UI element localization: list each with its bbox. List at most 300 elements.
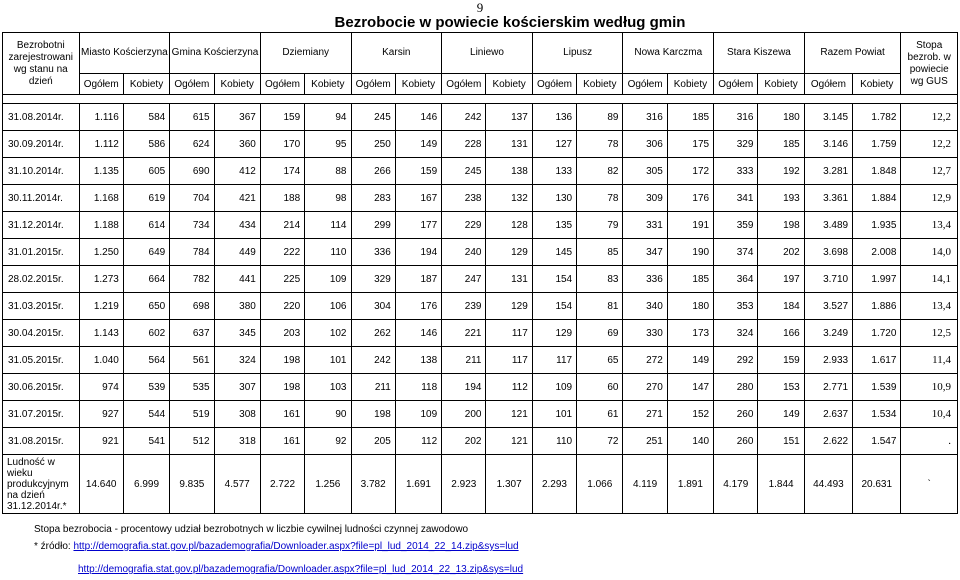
population-value: 1.691 bbox=[395, 455, 441, 514]
footnote-source-2 bbox=[78, 564, 523, 575]
cell-value: 176 bbox=[667, 185, 713, 212]
cell-value: 245 bbox=[442, 158, 486, 185]
header-date: Bezrobotni zarejestrowani wg stanu na dzień bbox=[3, 33, 80, 95]
cell-value: 586 bbox=[123, 131, 169, 158]
cell-value: 149 bbox=[667, 347, 713, 374]
table-row bbox=[3, 212, 958, 239]
cell-value: 3.146 bbox=[804, 131, 852, 158]
table-row bbox=[3, 293, 958, 320]
cell-value: 584 bbox=[123, 104, 169, 131]
source-link-2[interactable]: http://demografia.stat.gov.pl/bazademografia/Downloader.aspx?file=pl_lud_2014_22_13.zip&sys=lud bbox=[78, 564, 524, 575]
row-date: 30.04.2015r. bbox=[3, 320, 80, 347]
table-row bbox=[3, 320, 958, 347]
cell-value: 229 bbox=[442, 212, 486, 239]
cell-gus-rate: 12,2 bbox=[901, 131, 958, 158]
cell-value: 1.135 bbox=[79, 158, 123, 185]
header-group: Liniewo bbox=[442, 33, 533, 74]
source-link-1[interactable]: http://demografia.stat.gov.pl/bazademografia/Downloader.aspx?file=pl_lud_2014_22_14.zip&sys=lud bbox=[73, 541, 519, 552]
subheader-total: Ogółem bbox=[804, 74, 852, 95]
header-group: Stara Kiszewa bbox=[714, 33, 805, 74]
subheader-total: Ogółem bbox=[532, 74, 576, 95]
cell-value: 624 bbox=[170, 131, 214, 158]
cell-value: 228 bbox=[442, 131, 486, 158]
cell-value: 95 bbox=[305, 131, 351, 158]
table-row bbox=[3, 131, 958, 158]
subheader-women: Kobiety bbox=[214, 74, 260, 95]
population-value: 1.891 bbox=[667, 455, 713, 514]
unemployment-table bbox=[2, 32, 958, 514]
cell-value: 225 bbox=[260, 266, 304, 293]
cell-value: 3.145 bbox=[804, 104, 852, 131]
cell-value: 2.008 bbox=[853, 239, 901, 266]
cell-value: 2.637 bbox=[804, 401, 852, 428]
cell-value: 173 bbox=[667, 320, 713, 347]
cell-value: 136 bbox=[532, 104, 576, 131]
cell-value: 167 bbox=[395, 185, 441, 212]
cell-value: 159 bbox=[260, 104, 304, 131]
table-row bbox=[3, 347, 958, 374]
row-date: 31.03.2015r. bbox=[3, 293, 80, 320]
cell-value: 103 bbox=[305, 374, 351, 401]
cell-value: 135 bbox=[532, 212, 576, 239]
subheader-total: Ogółem bbox=[442, 74, 486, 95]
cell-value: 1.143 bbox=[79, 320, 123, 347]
cell-value: 185 bbox=[667, 104, 713, 131]
row-date: 30.11.2014r. bbox=[3, 185, 80, 212]
cell-gus-rate: 12,5 bbox=[901, 320, 958, 347]
cell-value: 353 bbox=[714, 293, 758, 320]
population-value: 2.722 bbox=[260, 455, 304, 514]
spacer-row bbox=[3, 95, 958, 104]
cell-value: 270 bbox=[623, 374, 667, 401]
cell-value: 260 bbox=[714, 401, 758, 428]
subheader-women: Kobiety bbox=[305, 74, 351, 95]
cell-value: 200 bbox=[442, 401, 486, 428]
cell-value: 1.040 bbox=[79, 347, 123, 374]
population-value: 2.293 bbox=[532, 455, 576, 514]
cell-value: 784 bbox=[170, 239, 214, 266]
table-row bbox=[3, 374, 958, 401]
subheader-women: Kobiety bbox=[577, 74, 623, 95]
cell-value: 89 bbox=[577, 104, 623, 131]
cell-value: 2.771 bbox=[804, 374, 852, 401]
subheader-women: Kobiety bbox=[486, 74, 532, 95]
table-row bbox=[3, 158, 958, 185]
cell-value: 118 bbox=[395, 374, 441, 401]
footnote-definition: Stopa bezrobocia - procentowy udział bezrobotnych w liczbie cywilnej ludności czynnej zawodowo bbox=[34, 524, 469, 535]
subheader-women: Kobiety bbox=[667, 74, 713, 95]
row-date: 31.07.2015r. bbox=[3, 401, 80, 428]
subheader-total: Ogółem bbox=[714, 74, 758, 95]
cell-value: 605 bbox=[123, 158, 169, 185]
cell-value: 1.219 bbox=[79, 293, 123, 320]
cell-value: 541 bbox=[123, 428, 169, 455]
cell-value: 664 bbox=[123, 266, 169, 293]
cell-value: 3.281 bbox=[804, 158, 852, 185]
cell-value: 132 bbox=[486, 185, 532, 212]
cell-value: 176 bbox=[395, 293, 441, 320]
cell-value: 159 bbox=[395, 158, 441, 185]
cell-value: 112 bbox=[395, 428, 441, 455]
cell-value: 65 bbox=[577, 347, 623, 374]
cell-value: 117 bbox=[486, 347, 532, 374]
cell-value: 161 bbox=[260, 428, 304, 455]
cell-value: 271 bbox=[623, 401, 667, 428]
cell-value: 316 bbox=[623, 104, 667, 131]
population-value: 1.307 bbox=[486, 455, 532, 514]
cell-value: 187 bbox=[395, 266, 441, 293]
cell-value: 336 bbox=[351, 239, 395, 266]
cell-value: 238 bbox=[442, 185, 486, 212]
cell-value: 106 bbox=[305, 293, 351, 320]
cell-value: 649 bbox=[123, 239, 169, 266]
cell-value: 307 bbox=[214, 374, 260, 401]
cell-value: 614 bbox=[123, 212, 169, 239]
cell-value: 637 bbox=[170, 320, 214, 347]
cell-value: 1.112 bbox=[79, 131, 123, 158]
cell-value: 161 bbox=[260, 401, 304, 428]
cell-value: 110 bbox=[305, 239, 351, 266]
cell-value: 85 bbox=[577, 239, 623, 266]
cell-value: 198 bbox=[351, 401, 395, 428]
cell-value: 117 bbox=[532, 347, 576, 374]
cell-value: 347 bbox=[623, 239, 667, 266]
table-row bbox=[3, 401, 958, 428]
cell-value: 121 bbox=[486, 428, 532, 455]
row-date: 31.08.2014r. bbox=[3, 104, 80, 131]
subheader-women: Kobiety bbox=[123, 74, 169, 95]
cell-value: 367 bbox=[214, 104, 260, 131]
cell-value: 129 bbox=[486, 293, 532, 320]
cell-value: 262 bbox=[351, 320, 395, 347]
population-value: 1.256 bbox=[305, 455, 351, 514]
cell-value: 309 bbox=[623, 185, 667, 212]
header-group: Miasto Kościerzyna bbox=[79, 33, 170, 74]
source-prefix: * źródło: bbox=[34, 541, 74, 552]
cell-value: 214 bbox=[260, 212, 304, 239]
cell-value: 329 bbox=[351, 266, 395, 293]
cell-value: 921 bbox=[79, 428, 123, 455]
cell-value: 198 bbox=[260, 347, 304, 374]
subheader-women: Kobiety bbox=[853, 74, 901, 95]
cell-value: 60 bbox=[577, 374, 623, 401]
cell-value: 2.933 bbox=[804, 347, 852, 374]
cell-value: 117 bbox=[486, 320, 532, 347]
cell-value: 166 bbox=[758, 320, 804, 347]
cell-value: 539 bbox=[123, 374, 169, 401]
cell-value: 131 bbox=[486, 131, 532, 158]
cell-value: 133 bbox=[532, 158, 576, 185]
population-value: 14.640 bbox=[79, 455, 123, 514]
cell-value: 519 bbox=[170, 401, 214, 428]
cell-value: 650 bbox=[123, 293, 169, 320]
cell-value: 318 bbox=[214, 428, 260, 455]
cell-value: 175 bbox=[667, 131, 713, 158]
cell-value: 364 bbox=[714, 266, 758, 293]
row-date: 30.06.2015r. bbox=[3, 374, 80, 401]
cell-value: 283 bbox=[351, 185, 395, 212]
cell-value: 202 bbox=[758, 239, 804, 266]
cell-value: 211 bbox=[351, 374, 395, 401]
cell-value: 101 bbox=[532, 401, 576, 428]
cell-value: 3.527 bbox=[804, 293, 852, 320]
cell-value: 180 bbox=[667, 293, 713, 320]
cell-value: 190 bbox=[667, 239, 713, 266]
cell-value: 137 bbox=[486, 104, 532, 131]
cell-value: 280 bbox=[714, 374, 758, 401]
header-group: Razem Powiat bbox=[804, 33, 901, 74]
cell-value: 191 bbox=[667, 212, 713, 239]
cell-value: 140 bbox=[667, 428, 713, 455]
cell-value: 412 bbox=[214, 158, 260, 185]
population-label: Ludność w wieku produkcyjnym na dzień 31.12.2014r.* bbox=[3, 455, 80, 514]
population-gus: ` bbox=[901, 455, 958, 514]
cell-value: 129 bbox=[486, 239, 532, 266]
cell-value: 129 bbox=[532, 320, 576, 347]
cell-value: 3.249 bbox=[804, 320, 852, 347]
cell-value: 79 bbox=[577, 212, 623, 239]
cell-value: 69 bbox=[577, 320, 623, 347]
cell-value: 154 bbox=[532, 266, 576, 293]
cell-value: 316 bbox=[714, 104, 758, 131]
cell-value: 174 bbox=[260, 158, 304, 185]
cell-value: 185 bbox=[758, 131, 804, 158]
cell-value: 619 bbox=[123, 185, 169, 212]
cell-value: 78 bbox=[577, 131, 623, 158]
cell-value: 180 bbox=[758, 104, 804, 131]
row-date: 31.10.2014r. bbox=[3, 158, 80, 185]
cell-value: 434 bbox=[214, 212, 260, 239]
header-group: Dziemiany bbox=[260, 33, 351, 74]
cell-value: 1.617 bbox=[853, 347, 901, 374]
cell-value: 927 bbox=[79, 401, 123, 428]
cell-value: 88 bbox=[305, 158, 351, 185]
cell-value: 82 bbox=[577, 158, 623, 185]
cell-value: 1.250 bbox=[79, 239, 123, 266]
cell-value: 308 bbox=[214, 401, 260, 428]
cell-value: 690 bbox=[170, 158, 214, 185]
cell-value: 109 bbox=[305, 266, 351, 293]
cell-value: 306 bbox=[623, 131, 667, 158]
cell-value: 1.935 bbox=[853, 212, 901, 239]
cell-value: 112 bbox=[486, 374, 532, 401]
population-value: 1.066 bbox=[577, 455, 623, 514]
cell-value: 109 bbox=[532, 374, 576, 401]
cell-value: 72 bbox=[577, 428, 623, 455]
population-value: 6.999 bbox=[123, 455, 169, 514]
cell-gus-rate: 13,4 bbox=[901, 293, 958, 320]
cell-value: 360 bbox=[214, 131, 260, 158]
cell-value: 1.759 bbox=[853, 131, 901, 158]
cell-value: 81 bbox=[577, 293, 623, 320]
cell-value: 242 bbox=[442, 104, 486, 131]
table-row bbox=[3, 266, 958, 293]
cell-value: 250 bbox=[351, 131, 395, 158]
cell-value: 147 bbox=[667, 374, 713, 401]
population-value: 4.119 bbox=[623, 455, 667, 514]
cell-value: 704 bbox=[170, 185, 214, 212]
cell-gus-rate: 14,1 bbox=[901, 266, 958, 293]
cell-value: 198 bbox=[260, 374, 304, 401]
table-row bbox=[3, 185, 958, 212]
cell-value: 331 bbox=[623, 212, 667, 239]
cell-value: 1.782 bbox=[853, 104, 901, 131]
cell-value: 341 bbox=[714, 185, 758, 212]
cell-value: 292 bbox=[714, 347, 758, 374]
population-value: 1.844 bbox=[758, 455, 804, 514]
cell-value: 1.720 bbox=[853, 320, 901, 347]
cell-value: 359 bbox=[714, 212, 758, 239]
cell-value: 61 bbox=[577, 401, 623, 428]
cell-gus-rate: 12,2 bbox=[901, 104, 958, 131]
cell-value: 240 bbox=[442, 239, 486, 266]
subheader-total: Ogółem bbox=[623, 74, 667, 95]
cell-value: 2.622 bbox=[804, 428, 852, 455]
subheader-women: Kobiety bbox=[395, 74, 441, 95]
cell-value: 1.168 bbox=[79, 185, 123, 212]
cell-value: 698 bbox=[170, 293, 214, 320]
cell-value: 239 bbox=[442, 293, 486, 320]
cell-value: 535 bbox=[170, 374, 214, 401]
cell-value: 336 bbox=[623, 266, 667, 293]
cell-value: 345 bbox=[214, 320, 260, 347]
population-row bbox=[3, 455, 958, 514]
table-row bbox=[3, 428, 958, 455]
cell-value: 1.539 bbox=[853, 374, 901, 401]
population-value: 2.923 bbox=[442, 455, 486, 514]
cell-value: 154 bbox=[532, 293, 576, 320]
table-row bbox=[3, 104, 958, 131]
cell-gus-rate: 14,0 bbox=[901, 239, 958, 266]
cell-value: 159 bbox=[758, 347, 804, 374]
cell-value: 151 bbox=[758, 428, 804, 455]
cell-value: 145 bbox=[532, 239, 576, 266]
cell-value: 222 bbox=[260, 239, 304, 266]
cell-value: 185 bbox=[667, 266, 713, 293]
cell-value: 1.188 bbox=[79, 212, 123, 239]
cell-value: 194 bbox=[395, 239, 441, 266]
cell-gus-rate: 13,4 bbox=[901, 212, 958, 239]
cell-value: 1.884 bbox=[853, 185, 901, 212]
subheader-total: Ogółem bbox=[260, 74, 304, 95]
cell-value: 260 bbox=[714, 428, 758, 455]
cell-value: 149 bbox=[395, 131, 441, 158]
cell-value: 324 bbox=[214, 347, 260, 374]
cell-value: 1.534 bbox=[853, 401, 901, 428]
cell-value: 153 bbox=[758, 374, 804, 401]
population-value: 3.782 bbox=[351, 455, 395, 514]
cell-value: 3.698 bbox=[804, 239, 852, 266]
page-number: 9 bbox=[476, 0, 484, 15]
cell-value: 146 bbox=[395, 104, 441, 131]
cell-value: 202 bbox=[442, 428, 486, 455]
cell-value: 247 bbox=[442, 266, 486, 293]
cell-value: 205 bbox=[351, 428, 395, 455]
cell-value: 121 bbox=[486, 401, 532, 428]
cell-value: 109 bbox=[395, 401, 441, 428]
row-date: 31.01.2015r. bbox=[3, 239, 80, 266]
cell-value: 94 bbox=[305, 104, 351, 131]
header-group: Nowa Karczma bbox=[623, 33, 714, 74]
page-title: Bezrobocie w powiecie kościerskim według gmin bbox=[334, 14, 686, 31]
population-value: 20.631 bbox=[853, 455, 901, 514]
cell-value: 194 bbox=[442, 374, 486, 401]
cell-value: 146 bbox=[395, 320, 441, 347]
cell-value: 131 bbox=[486, 266, 532, 293]
cell-value: 221 bbox=[442, 320, 486, 347]
cell-value: 1.886 bbox=[853, 293, 901, 320]
cell-value: 441 bbox=[214, 266, 260, 293]
cell-value: 1.997 bbox=[853, 266, 901, 293]
cell-value: 512 bbox=[170, 428, 214, 455]
cell-value: 98 bbox=[305, 185, 351, 212]
cell-value: 198 bbox=[758, 212, 804, 239]
cell-value: 101 bbox=[305, 347, 351, 374]
cell-value: 782 bbox=[170, 266, 214, 293]
cell-value: 78 bbox=[577, 185, 623, 212]
cell-value: 266 bbox=[351, 158, 395, 185]
cell-value: 1.273 bbox=[79, 266, 123, 293]
cell-gus-rate: 11,4 bbox=[901, 347, 958, 374]
cell-value: 193 bbox=[758, 185, 804, 212]
cell-value: 149 bbox=[758, 401, 804, 428]
cell-value: 1.848 bbox=[853, 158, 901, 185]
cell-value: 380 bbox=[214, 293, 260, 320]
cell-value: 330 bbox=[623, 320, 667, 347]
cell-value: 734 bbox=[170, 212, 214, 239]
cell-value: 92 bbox=[305, 428, 351, 455]
subheader-women: Kobiety bbox=[758, 74, 804, 95]
footnote-source bbox=[34, 541, 519, 552]
cell-value: 564 bbox=[123, 347, 169, 374]
cell-value: 138 bbox=[486, 158, 532, 185]
cell-value: 615 bbox=[170, 104, 214, 131]
cell-value: 130 bbox=[532, 185, 576, 212]
cell-value: 3.489 bbox=[804, 212, 852, 239]
cell-value: 1.547 bbox=[853, 428, 901, 455]
cell-value: 188 bbox=[260, 185, 304, 212]
row-date: 30.09.2014r. bbox=[3, 131, 80, 158]
cell-value: 177 bbox=[395, 212, 441, 239]
subheader-row bbox=[3, 74, 958, 95]
header-group: Lipusz bbox=[532, 33, 623, 74]
cell-value: 251 bbox=[623, 428, 667, 455]
cell-value: 211 bbox=[442, 347, 486, 374]
population-value: 9.835 bbox=[170, 455, 214, 514]
cell-value: 245 bbox=[351, 104, 395, 131]
cell-value: 172 bbox=[667, 158, 713, 185]
row-date: 31.05.2015r. bbox=[3, 347, 80, 374]
row-date: 31.12.2014r. bbox=[3, 212, 80, 239]
cell-gus-rate: 10,9 bbox=[901, 374, 958, 401]
row-date: 28.02.2015r. bbox=[3, 266, 80, 293]
cell-value: 127 bbox=[532, 131, 576, 158]
cell-value: 203 bbox=[260, 320, 304, 347]
cell-value: 83 bbox=[577, 266, 623, 293]
cell-value: 421 bbox=[214, 185, 260, 212]
cell-value: 3.710 bbox=[804, 266, 852, 293]
cell-value: 138 bbox=[395, 347, 441, 374]
cell-value: 102 bbox=[305, 320, 351, 347]
cell-value: 128 bbox=[486, 212, 532, 239]
cell-value: 220 bbox=[260, 293, 304, 320]
cell-value: 272 bbox=[623, 347, 667, 374]
cell-value: 90 bbox=[305, 401, 351, 428]
cell-value: 333 bbox=[714, 158, 758, 185]
cell-gus-rate: 12,9 bbox=[901, 185, 958, 212]
subheader-total: Ogółem bbox=[79, 74, 123, 95]
cell-gus-rate: 10,4 bbox=[901, 401, 958, 428]
